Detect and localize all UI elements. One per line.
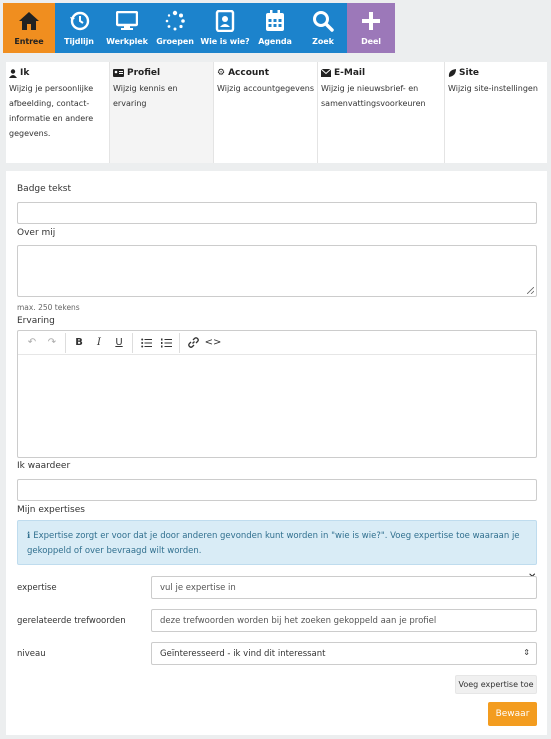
nav-werkplek[interactable] — [103, 3, 151, 53]
toolbar-divider — [132, 333, 133, 353]
user-icon — [9, 69, 17, 78]
tab-title — [448, 68, 544, 78]
tab-description: Wijzig site-instellingen — [448, 84, 538, 93]
link-icon[interactable] — [183, 333, 203, 353]
nav-bar — [3, 3, 396, 53]
experience-label: Ervaring — [17, 316, 55, 326]
underline-icon[interactable]: U — [115, 337, 123, 348]
gear-icon: ⚙ — [217, 68, 226, 78]
redo-icon[interactable]: ↷ — [47, 337, 57, 348]
search-icon — [312, 6, 334, 36]
tab-description: Wijzig kennis en ervaring — [113, 84, 178, 108]
expertise-input[interactable]: vul je expertise in — [151, 576, 537, 599]
tab-title-label: Profiel — [127, 68, 161, 78]
nav-label: Groepen — [156, 37, 194, 46]
tab-title — [217, 68, 314, 78]
nav-label: Deel — [361, 37, 381, 46]
nav-label: Werkplek — [106, 37, 148, 46]
nav-label: Tijdlijn — [64, 37, 94, 46]
calendar-icon — [265, 6, 285, 36]
toolbar-divider — [179, 333, 180, 353]
plus-icon — [361, 6, 381, 36]
save-button[interactable]: Bewaar — [488, 702, 537, 726]
level-label: niveau — [17, 649, 46, 659]
code-icon[interactable]: <> — [204, 337, 222, 348]
italic-icon[interactable]: I — [97, 337, 101, 348]
contact-card-icon — [215, 6, 235, 36]
nav-label: Wie is wie? — [200, 37, 250, 46]
alert-text: Expertise zorgt er voor dat je door anderen gevonden kunt worden in "wie is wie?". Voeg expertise toe waaraan je gekoppeld of over bevraagd wilt worden. — [27, 531, 520, 556]
keywords-input[interactable]: deze trefwoorden worden bij het zoeken gekoppeld aan je profiel — [151, 609, 537, 632]
nav-tijdlijn[interactable] — [55, 3, 103, 53]
id-card-icon — [113, 69, 124, 77]
tab-title-label: Account — [228, 68, 270, 78]
tab-title-label: E-Mail — [334, 68, 366, 78]
select-arrows-icon: ⇕ — [523, 648, 530, 657]
tab-title-label: Ik — [20, 68, 30, 78]
about-help: max. 250 tekens — [17, 303, 80, 312]
tab-title-label: Site — [459, 68, 479, 78]
tab-title — [113, 68, 210, 78]
monitor-icon — [116, 6, 138, 36]
info-icon: ℹ — [27, 531, 34, 541]
resize-handle-icon[interactable] — [527, 287, 534, 294]
tab-profiel[interactable] — [110, 62, 214, 163]
nav-agenda[interactable] — [251, 3, 299, 53]
bold-icon[interactable]: B — [75, 337, 83, 348]
leaf-icon — [448, 69, 456, 78]
level-value: Geïnteresseerd - ik vind dit interessant — [160, 649, 326, 659]
nav-entree[interactable] — [3, 3, 55, 53]
history-icon — [68, 6, 90, 36]
envelope-icon — [321, 69, 331, 77]
nav-groepen[interactable] — [151, 3, 199, 53]
numbered-list-icon[interactable] — [156, 333, 176, 353]
tab-description: Wijzig je nieuwsbrief- en samenvattingsvoorkeuren — [321, 84, 426, 108]
undo-icon[interactable]: ↶ — [27, 337, 37, 348]
badge-input[interactable] — [17, 202, 537, 224]
top-navigation — [0, 0, 551, 54]
tab-description: Wijzig je persoonlijke afbeelding, contact-informatie en andere gegevens. — [9, 84, 94, 138]
bullet-list-icon[interactable] — [136, 333, 156, 353]
add-expertise-button[interactable]: Voeg expertise toe — [455, 675, 537, 694]
level-select[interactable] — [151, 642, 537, 665]
home-icon — [18, 6, 40, 36]
toolbar-divider — [65, 333, 66, 353]
appreciate-label: Ik waardeer — [17, 461, 71, 471]
nav-label: Agenda — [258, 37, 292, 46]
expertise-section-label: Mijn expertises — [17, 505, 85, 515]
nav-label: Entree — [14, 37, 44, 46]
about-textarea[interactable] — [17, 245, 537, 297]
settings-tabs — [6, 62, 547, 163]
editor-toolbar — [18, 331, 536, 355]
tab-account[interactable] — [214, 62, 318, 163]
keywords-label: gerelateerde trefwoorden — [17, 616, 126, 626]
expertise-row-label: expertise — [17, 583, 57, 593]
tab-title — [321, 68, 441, 78]
tab-email[interactable] — [318, 62, 445, 163]
profile-form — [6, 171, 547, 735]
tab-description: Wijzig accountgegevens — [217, 84, 314, 93]
badge-label: Badge tekst — [17, 184, 72, 194]
nav-wie-is-wie[interactable] — [199, 3, 251, 53]
tab-site[interactable] — [445, 62, 547, 163]
nav-deel[interactable] — [347, 3, 395, 53]
info-alert — [17, 520, 537, 565]
tab-ik[interactable] — [6, 62, 110, 163]
appreciate-input[interactable] — [17, 479, 537, 501]
nav-zoek[interactable] — [299, 3, 347, 53]
experience-editor[interactable] — [17, 330, 537, 458]
tab-title — [9, 68, 106, 78]
spinner-icon — [164, 6, 186, 36]
nav-label: Zoek — [312, 37, 334, 46]
about-label: Over mij — [17, 228, 56, 238]
